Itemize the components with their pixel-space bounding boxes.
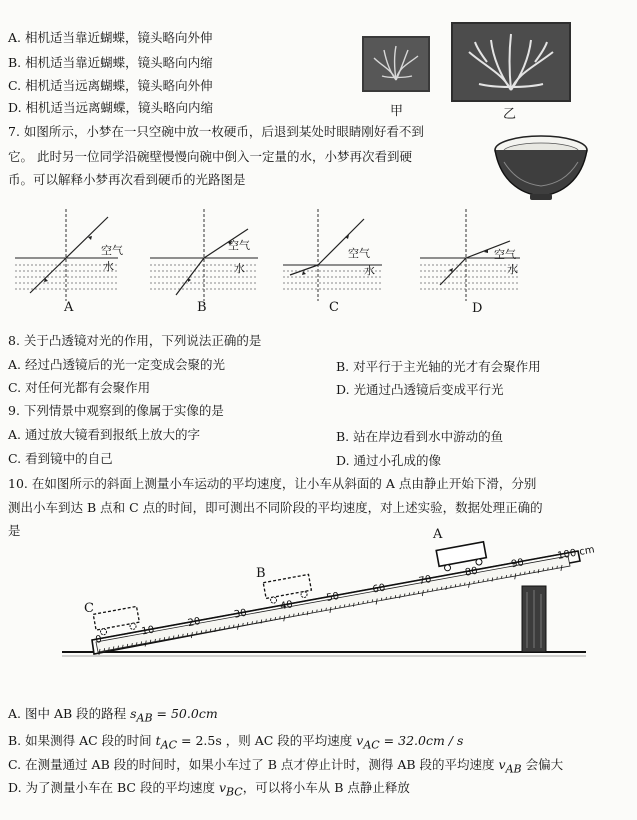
q6-option-d: D. 相机适当远离蝴蝶，镜头略向内缩: [8, 100, 214, 115]
q9-option-b: B. 站在岸边看到水中游动的鱼: [336, 429, 504, 444]
ruler-tick-label: 70: [417, 574, 433, 588]
q8-option-c: C. 对任何光都有会聚作用: [8, 380, 151, 395]
ruler-tick-label: 10: [140, 624, 156, 638]
diagram-c-water-label: 水: [364, 264, 375, 277]
ruler-tick-label: 60: [371, 582, 387, 596]
q8-option-d: D. 光通过凸透镜后变成平行光: [336, 382, 504, 397]
q10-option-d: D. 为了测量小车在 BC 段的平均速度 $v_{BC}$，可以将小车从 B 点静止释放: [8, 780, 410, 799]
diagram-b-water-label: 水: [234, 262, 245, 275]
q10-option-a: A. 图中 AB 段的路程 $s_{AB} = 50.0cm$: [8, 706, 218, 725]
q10-stem-line-1: 10. 在如图所示的斜面上测量小车运动的平均速度，让小车从斜面的 A 点由静止开始下滑，分别: [8, 476, 537, 491]
diagram-d-water-label: 水: [507, 263, 518, 276]
q7-stem-line-3: 币。可以解释小梦再次看到硬币的光路图是: [8, 172, 246, 187]
butterfly-photo-yi: [451, 22, 571, 102]
diagram-d-air-label: 空气: [494, 248, 516, 261]
bowl-illustration: [492, 132, 590, 204]
diagram-a-air-label: 空气: [101, 244, 123, 257]
q9-option-a: A. 通过放大镜看到报纸上放大的字: [8, 427, 200, 442]
photo-label-jia: 甲: [390, 104, 404, 119]
ruler-tick-label: 100 cm: [556, 544, 596, 562]
ruler-tick-label: 80: [464, 565, 479, 579]
q8-option-b: B. 对平行于主光轴的光才有会聚作用: [336, 359, 541, 374]
photo-label-yi: 乙: [503, 107, 517, 122]
ramp-point-c: C: [84, 601, 94, 616]
ruler-tick-label: 20: [186, 616, 202, 630]
q8-stem: 8. 关于凸透镜对光的作用，下列说法正确的是: [8, 333, 262, 348]
ruler-tick-label: 30: [233, 607, 248, 621]
q10-stem-line-2: 测出小车到达 B 点和 C 点的时间，即可测出不同阶段的平均速度，对上述实验，数据处理正确的: [8, 500, 543, 515]
diagram-a-water-label: 水: [103, 260, 114, 273]
diagram-label-a: A: [64, 300, 74, 315]
ramp-point-a: A: [433, 527, 443, 542]
diagram-label-b: B: [197, 300, 207, 315]
light-path-diagrams: [0, 205, 520, 315]
butterfly-photo-jia: [362, 36, 430, 92]
incline-diagram: [0, 528, 637, 673]
diagram-label-c: C: [329, 300, 339, 315]
q9-option-d: D. 通过小孔成的像: [336, 453, 442, 468]
q10-option-b: B. 如果测得 AC 段的时间 $t_{AC} = 2.5s$ ，则 AC 段的平均速度 $v_{AC} = 32.0cm / s$: [8, 733, 464, 752]
q6-option-c: C. 相机适当远离蝴蝶，镜头略向外伸: [8, 78, 213, 93]
q6-option-a: A. 相机适当靠近蝴蝶，镜头略向外伸: [8, 30, 213, 45]
q6-option-b: B. 相机适当靠近蝴蝶，镜头略向内缩: [8, 55, 213, 70]
q10-stem-line-3: 是: [8, 523, 21, 538]
q8-option-a: A. 经过凸透镜后的光一定变成会聚的光: [8, 357, 225, 372]
ruler-tick-label: 90: [510, 557, 525, 571]
diagram-c-air-label: 空气: [348, 247, 370, 260]
ruler-tick-label: 40: [279, 599, 294, 613]
diagram-b: [150, 209, 258, 301]
diagram-b-air-label: 空气: [228, 239, 250, 252]
diagram-label-d: D: [472, 301, 483, 316]
q9-stem: 9. 下列情景中观察到的像属于实像的是: [8, 403, 224, 418]
ruler-tick-label: 0: [94, 633, 103, 646]
q7-stem-line-2: 它。 此时另一位同学沿碗壁慢慢向碗中倒入一定量的水，小梦再次看到硬: [8, 149, 412, 164]
ramp-point-b: B: [256, 566, 266, 581]
q10-option-c: C. 在测量通过 AB 段的时间时，如果小车过了 B 点才停止计时，测得 AB 段的平均速度 $v_{AB}$ 会偏大: [8, 757, 564, 776]
q9-option-c: C. 看到镜中的自己: [8, 451, 113, 466]
ruler-tick-label: 50: [325, 590, 341, 604]
q7-stem-line-1: 7. 如图所示，小梦在一只空碗中放一枚硬币，后退到某处时眼睛刚好看不到: [8, 124, 424, 139]
